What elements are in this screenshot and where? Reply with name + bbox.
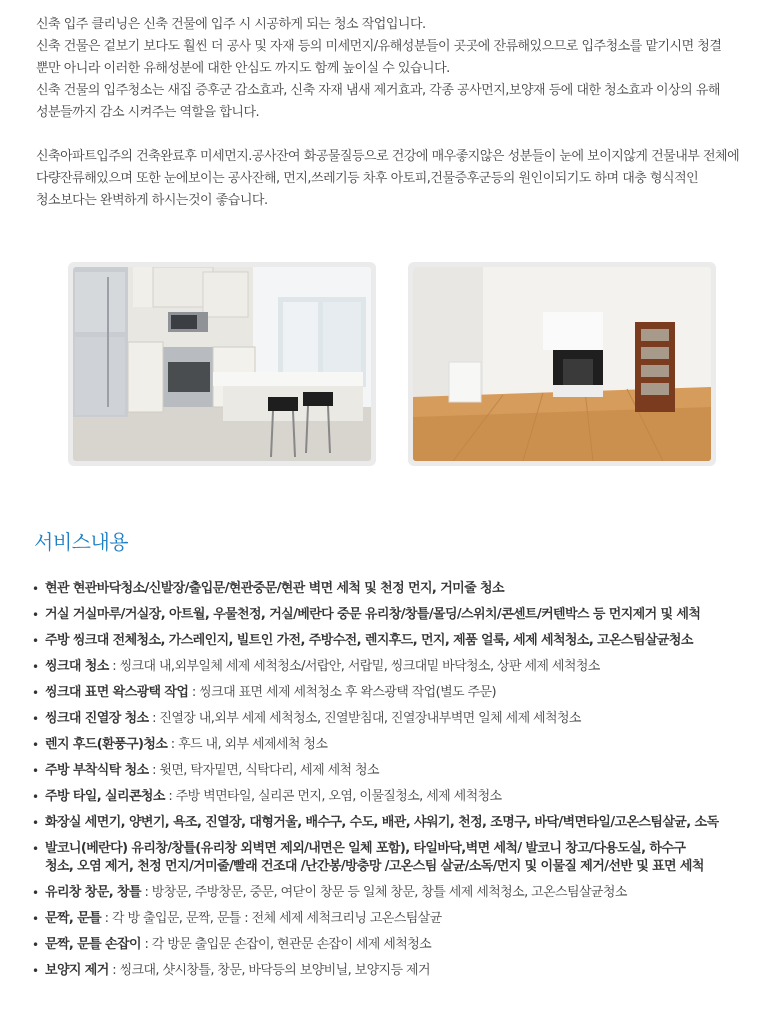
list-item: • 씽크대 진열장 청소 : 진열장 내,외부 세제 세척청소, 진열받침대, 진열장내부벽면 일체 세제 세척청소 xyxy=(32,711,581,726)
intro-line: 성분들까지 감소 시켜주는 역할을 합니다. xyxy=(36,105,260,120)
bullet-icon: • xyxy=(32,608,39,622)
bullet-icon: • xyxy=(32,912,39,926)
intro-line: 뿐만 아니라 이러한 유해성분에 대한 안심도 까지도 함께 높이실 수 있습니다. xyxy=(36,61,450,76)
intro-line: 다량잔류해있으며 또한 눈에보이는 공사잔해, 먼지,쓰레기등 차후 아토피,건물증후군등의 원인이되기도 하며 대충 형식적인 xyxy=(36,171,699,186)
bullet-icon: • xyxy=(32,964,39,978)
intro-line: 신축 입주 클리닝은 신축 건물에 입주 시 시공하게 되는 청소 작업입니다. xyxy=(36,17,426,32)
kitchen-photo xyxy=(68,262,376,466)
intro-line: 청소보다는 완벽하게 하시는것이 좋습니다. xyxy=(36,193,268,208)
list-item: • 씽크대 청소 : 씽크대 내,외부일체 세제 세척청소/서랍안, 서랍밑, 씽크대밑 바닥청소, 상판 세제 세척청소 xyxy=(32,659,600,674)
bullet-icon: • xyxy=(32,764,39,778)
list-item: • 주방 부착식탁 청소 : 윗면, 탁자밑면, 식탁다리, 세제 세척 청소 xyxy=(32,763,379,778)
list-item: • 화장실 세면기, 양변기, 욕조, 진열장, 대형거울, 배수구, 수도, 배관, 샤워기, 천정, 조명구, 바닥/벽면타일/고온스팀살균, 소독 xyxy=(32,815,719,830)
bullet-icon: • xyxy=(32,634,39,648)
list-item: • 씽크대 표면 왁스광택 작업 : 씽크대 표면 세제 세척청소 후 왁스광택 작업(별도 주문) xyxy=(32,685,496,700)
list-item: • 문짝, 문틀 손잡이 : 각 방문 출입문 손잡이, 현관문 손잡이 세제 세척청소 xyxy=(32,937,432,952)
list-item: • 주방 타일, 실리콘청소 : 주방 벽면타일, 실리콘 먼지, 오염, 이물질청소, 세제 세척청소 xyxy=(32,789,502,804)
room-image xyxy=(413,267,711,461)
bullet-icon: • xyxy=(32,712,39,726)
bullet-icon: • xyxy=(32,582,39,596)
section-title: 서비스내용 xyxy=(34,530,129,554)
bullet-icon: • xyxy=(32,938,39,952)
list-item: • 현관 현관바닥청소/신발장/출입문/현관중문/현관 벽면 세척 및 천정 먼지, 거미줄 청소 xyxy=(32,581,504,596)
bullet-icon: • xyxy=(32,816,39,830)
kitchen-image xyxy=(73,267,371,461)
bullet-icon: • xyxy=(32,886,39,900)
intro-line: 신축아파트입주의 건축완료후 미세먼지.공사잔여 화공물질등으로 건강에 매우좋지않은 성분들이 눈에 보이지않게 건물내부 전체에 xyxy=(36,149,740,164)
bullet-icon: • xyxy=(32,686,39,700)
list-item: • 발코니(베란다) 유리창/창틀(유리창 외벽면 제외/내면은 일체 포함), 타일바닥,벽면 세척/ 발코니 창고/다용도실, 하수구 청소, 오염 제거, 천정 먼지/거미줄/빨래 건조대 /난간봉/방충망 /고온스팀 살균/소독/먼지 및 이물질 제거/선반 및 표면 세척 xyxy=(32,841,704,874)
bullet-icon: • xyxy=(32,660,39,674)
intro-line: 신축 건물은 겉보기 보다도 훨씬 더 공사 및 자재 등의 미세먼지/유해성분들이 곳곳에 잔류해있으므로 입주청소를 맡기시면 청결 xyxy=(36,39,722,54)
intro-line: 신축 건물의 입주청소는 새집 증후군 감소효과, 신축 자재 냄새 제거효과, 각종 공사먼지,보양재 등에 대한 청소효과 이상의 유해 xyxy=(36,83,720,98)
bullet-icon: • xyxy=(32,738,39,752)
intro-text xyxy=(36,14,776,212)
service-list xyxy=(32,580,777,988)
list-item: • 유리창 창문, 창틀 : 방창문, 주방창문, 중문, 여닫이 창문 등 일체 창문, 창틀 세제 세척청소, 고온스팀살균청소 xyxy=(32,885,627,900)
list-item: • 주방 씽크대 전체청소, 가스레인지, 빌트인 가전, 주방수전, 렌지후드, 먼지, 제품 얼룩, 세제 세척청소, 고온스팀살균청소 xyxy=(32,633,693,648)
room-photo xyxy=(408,262,716,466)
list-item: • 거실 거실마루/거실장, 아트월, 우물천정, 거실/베란다 중문 유리창/창틀/몰딩/스위치/콘센트/커텐박스 등 먼지제거 및 세척 xyxy=(32,607,701,622)
list-item: • 렌지 후드(환풍구)청소 : 후드 내, 외부 세제세척 청소 xyxy=(32,737,328,752)
list-item: • 문짝, 문틀 : 각 방 출입문, 문짝, 문틀 : 전체 세제 세척크리닝 고온스팀살균 xyxy=(32,911,442,926)
bullet-icon: • xyxy=(32,842,39,856)
bullet-icon: • xyxy=(32,790,39,804)
list-item: • 보양지 제거 : 씽크대, 샷시창틀, 창문, 바닥등의 보양비닐, 보양지등 제거 xyxy=(32,963,430,978)
